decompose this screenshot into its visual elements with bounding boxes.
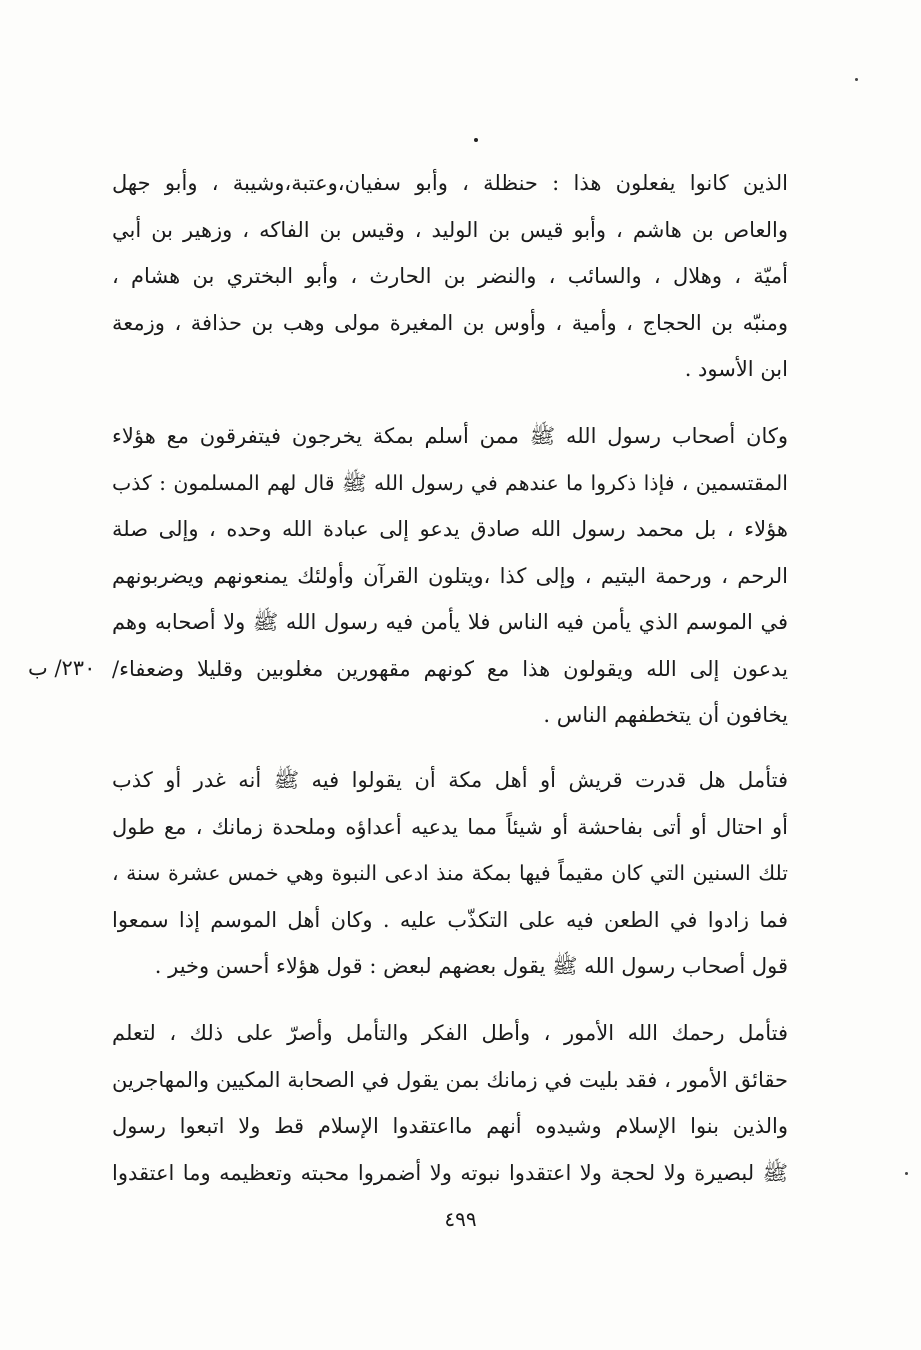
text-line: والعاص بن هاشم ، وأبو قيس بن الوليد ، وقيس بن الفاكه ، وزهير بن أبي <box>112 217 788 242</box>
text-line: فما زادوا في الطعن فيه على التكذّب عليه . وكان أهل الموسم إذا سمعوا <box>112 907 788 932</box>
text-line: وكان أصحاب رسول الله ﷺ ممن أسلم بمكة يخرجون فيتفرقون مع هؤلاء <box>112 424 788 448</box>
page-speck <box>905 1172 908 1175</box>
text-line: هؤلاء ، بل محمد رسول الله صادق يدعو إلى عبادة الله وحده ، وإلى صلة <box>112 517 788 541</box>
text-line: تلك السنين التي كان مقيماً فيها بمكة منذ ادعى النبوة وهي خمس عشرة سنة ، <box>112 861 788 885</box>
paragraph-4 <box>112 1010 788 1196</box>
text-line: يخافون أن يتخطفهم الناس . <box>543 703 788 727</box>
text-line: يدعون إلى الله ويقولون هذا مع كونهم مقهورين مغلوبين وقليلا وضعفاء/ <box>112 656 788 681</box>
text-line: الذين كانوا يفعلون هذا : حنظلة ، وأبو سفيان،وعتبة،وشيبة ، وأبو جهل <box>112 171 788 195</box>
text-line: ومنبّه بن الحجاج ، وأمية ، وأوس بن المغيرة مولى وهب بن حذافة ، وزمعة <box>112 310 788 335</box>
text-line: الرحم ، ورحمة اليتيم ، وإلى كذا ،ويتلون القرآن وأولئك يمنعونهم ويضربونهم <box>112 563 788 588</box>
paragraph-1 <box>112 160 788 393</box>
page-speck <box>855 78 858 81</box>
text-line: قول أصحاب رسول الله ﷺ يقول بعضهم لبعض : قول هؤلاء أحسن وخير . <box>154 954 788 978</box>
text-line: أميّة ، وهلال ، والسائب ، والنضر بن الحارث ، وأبو البختري بن هشام ، <box>112 264 788 288</box>
text-line: في الموسم الذي يأمن فيه الناس فلا يأمن فيه رسول الله ﷺ ولا أصحابه وهم <box>112 610 788 634</box>
text-line: والذين بنوا الإسلام وشيدوه أنهم مااعتقدوا الإسلام قط ولا اتبعوا رسول <box>112 1114 788 1138</box>
text-line: فتأمل هل قدرت قريش أو أهل مكة أن يقولوا فيه ﷺ أنه غدر أو كذب <box>112 768 788 792</box>
text-line: المقتسمين ، فإذا ذكروا ما عندهم في رسول الله ﷺ قال لهم المسلمون : كذب <box>112 470 788 495</box>
paragraph-2 <box>112 413 788 739</box>
manuscript-folio-note: ٢٣٠/ ب <box>28 656 96 680</box>
text-line: ﷺ لبصيرة ولا لحجة ولا اعتقدوا نبوته ولا أضمروا محبته وتعظيمه وما اعتقدوا <box>112 1160 788 1185</box>
text-line: حقائق الأمور ، فقد بليت في زمانك بمن يقول في الصحابة المكيين والمهاجرين <box>112 1067 788 1092</box>
page-number: ٤٩٩ <box>444 1207 477 1231</box>
text-line: أو احتال أو أتى بفاحشة أو شيئاً مما يدعيه أعداؤه وملحدة زمانك ، مع طول <box>112 814 788 839</box>
text-line: فتأمل رحمك الله الأمور ، وأطل الفكر والتأمل وأصرّ على ذلك ، لتعلم <box>112 1021 788 1045</box>
top-dot-mark <box>474 138 478 142</box>
paragraph-3 <box>112 757 788 990</box>
text-line: ابن الأسود . <box>684 357 788 381</box>
